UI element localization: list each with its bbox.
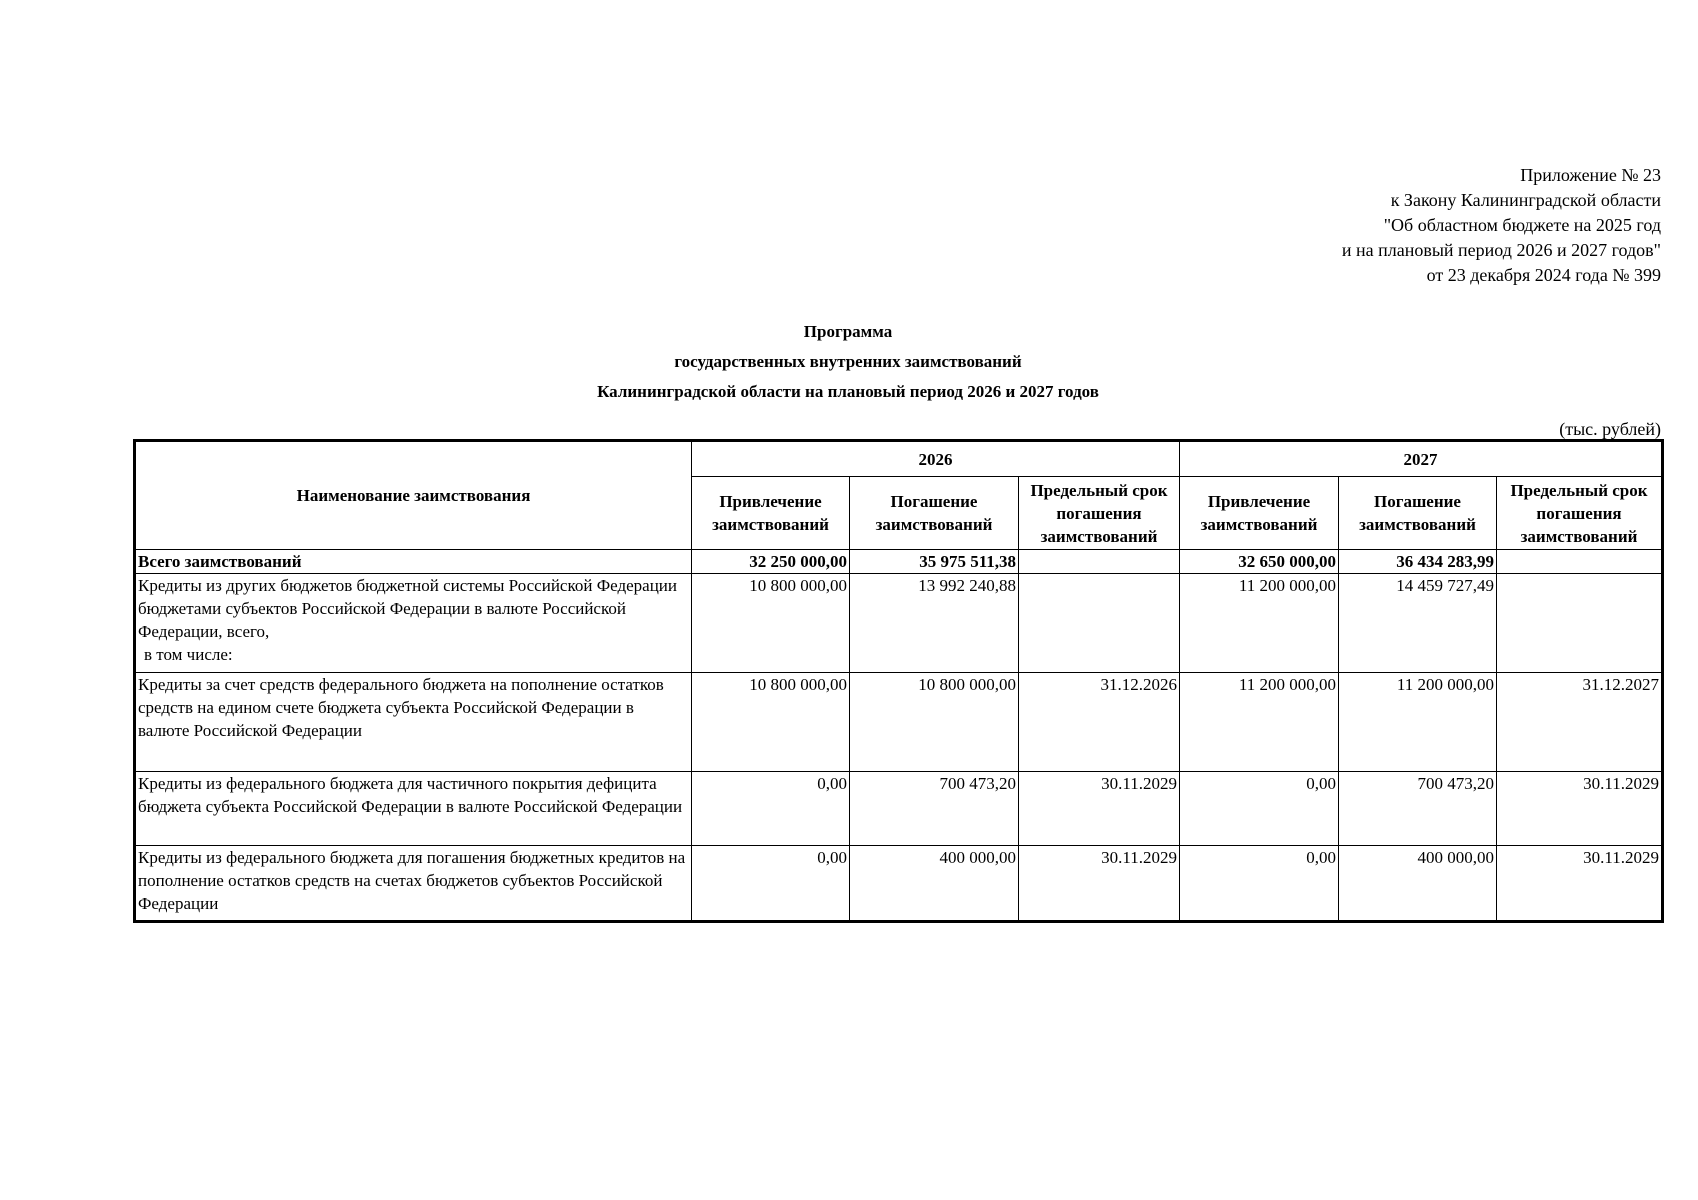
attract-header-2027: Привлечение заимствований: [1180, 477, 1339, 550]
deadline-2026-cell: 31.12.2026: [1019, 673, 1180, 772]
attract-2027-cell: 11 200 000,00: [1180, 574, 1339, 673]
table-row: [135, 772, 1663, 846]
deadline-2027-cell: 30.11.2029: [1497, 846, 1663, 922]
repay-2026-cell: 700 473,20: [850, 772, 1019, 846]
annex-line: к Закону Калининградской области: [1390, 190, 1661, 210]
row-label: Кредиты за счет средств федерального бюджета на пополнение остатков средств на едином счете бюджета субъекта Российской Федерации в валюте Российской Федерации: [135, 673, 692, 772]
name-column-header: Наименование заимствования: [135, 441, 692, 550]
title-line: государственных внутренних заимствований: [674, 352, 1022, 371]
deadline-2027-cell: 31.12.2027: [1497, 673, 1663, 772]
total-label: Всего заимствований: [135, 550, 692, 574]
total-attract-2026: 32 250 000,00: [692, 550, 850, 574]
title-line: Программа: [803, 322, 893, 341]
borrowing-table: [133, 439, 1664, 923]
title-line: Калининградской области на плановый период 2026 и 2027 годов: [597, 382, 1099, 401]
document-title: [163, 317, 1533, 407]
annex-line: и на плановый период 2026 и 2027 годов": [1341, 240, 1661, 260]
repay-2027-cell: 400 000,00: [1339, 846, 1497, 922]
total-deadline-2026: [1019, 550, 1180, 574]
deadline-2026-cell: 30.11.2029: [1019, 846, 1180, 922]
attract-2027-cell: 11 200 000,00: [1180, 673, 1339, 772]
deadline-header-2027: Предельный срок погашения заимствований: [1497, 477, 1663, 550]
attract-header-2026: Привлечение заимствований: [692, 477, 850, 550]
table-row: [135, 574, 1663, 673]
repay-header-2026: Погашение заимствований: [850, 477, 1019, 550]
repay-2026-cell: 400 000,00: [850, 846, 1019, 922]
repay-2027-cell: 14 459 727,49: [1339, 574, 1497, 673]
total-repay-2027: 36 434 283,99: [1339, 550, 1497, 574]
deadline-header-2026: Предельный срок погашения заимствований: [1019, 477, 1180, 550]
annex-line: Приложение № 23: [1520, 165, 1661, 185]
deadline-2027-cell: [1497, 574, 1663, 673]
year-header-2027: 2027: [1180, 441, 1663, 477]
attract-2026-cell: 10 800 000,00: [692, 574, 850, 673]
table-row: [135, 846, 1663, 922]
table-row: [135, 673, 1663, 772]
total-row: [135, 550, 1663, 574]
attract-2027-cell: 0,00: [1180, 846, 1339, 922]
total-deadline-2027: [1497, 550, 1663, 574]
repay-2027-cell: 700 473,20: [1339, 772, 1497, 846]
row-label: Кредиты из федерального бюджета для погашения бюджетных кредитов на пополнение остатков средств на счетах бюджетов субъектов Российской Федерации: [135, 846, 692, 922]
attract-2026-cell: 10 800 000,00: [692, 673, 850, 772]
header-row-years: [135, 441, 1663, 477]
year-header-2026: 2026: [692, 441, 1180, 477]
repay-2027-cell: 11 200 000,00: [1339, 673, 1497, 772]
total-repay-2026: 35 975 511,38: [850, 550, 1019, 574]
attract-2026-cell: 0,00: [692, 772, 850, 846]
attract-2027-cell: 0,00: [1180, 772, 1339, 846]
annex-line: от 23 декабря 2024 года № 399: [1426, 265, 1661, 285]
repay-2026-cell: 10 800 000,00: [850, 673, 1019, 772]
total-attract-2027: 32 650 000,00: [1180, 550, 1339, 574]
annex-header: [1342, 163, 1661, 288]
attract-2026-cell: 0,00: [692, 846, 850, 922]
deadline-2026-cell: 30.11.2029: [1019, 772, 1180, 846]
annex-line: "Об областном бюджете на 2025 год: [1383, 215, 1661, 235]
repay-2026-cell: 13 992 240,88: [850, 574, 1019, 673]
deadline-2026-cell: [1019, 574, 1180, 673]
row-sub-note: в том числе:: [144, 645, 233, 664]
repay-header-2027: Погашение заимствований: [1339, 477, 1497, 550]
row-label-text: Кредиты из других бюджетов бюджетной системы Российской Федерации бюджетами субъектов Российской Федерации в валюте Российской Федерации, всего,: [138, 576, 677, 641]
deadline-2027-cell: 30.11.2029: [1497, 772, 1663, 846]
row-label: Кредиты из федерального бюджета для частичного покрытия дефицита бюджета субъекта Российской Федерации в валюте Российской Федерации: [135, 772, 692, 846]
row-label: [135, 574, 692, 673]
units-note: (тыс. рублей): [1559, 419, 1661, 439]
